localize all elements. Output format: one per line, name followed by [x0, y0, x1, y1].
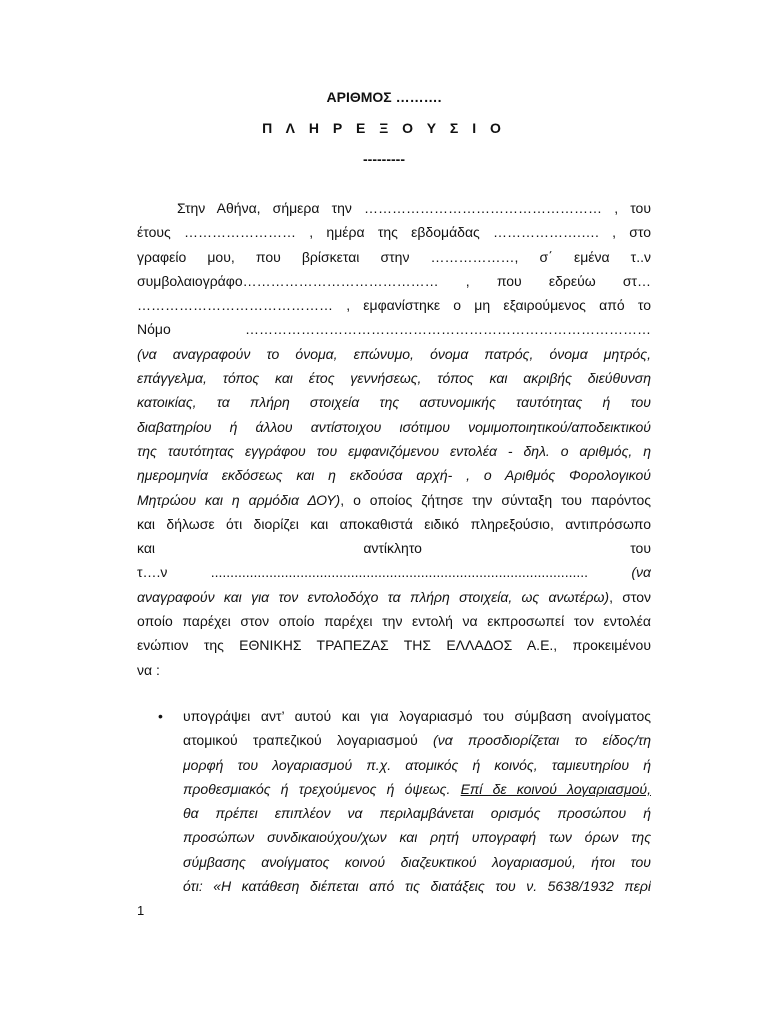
underlined-phrase: Επί δε κοινού λογαριασμού, — [460, 780, 651, 797]
dotted-blank: ................................................................................................. — [210, 564, 589, 581]
body-line-mixed — [137, 585, 651, 609]
body-line-spread — [137, 536, 651, 560]
body-line-mixed — [137, 488, 651, 512]
bullet-icon: • — [158, 708, 163, 724]
mixed-italic: Μητρώου και η αρμόδια ΔΟΥ) — [137, 491, 341, 508]
bullet-italic: (να προσδιορίζεται το είδος/τη — [433, 732, 651, 749]
body-line-italic: της ταυτότητας εγγράφου του εμφανιζόμενου εντολέα - δηλ. ο αριθμός, η — [137, 442, 651, 459]
bullet-item — [183, 704, 651, 898]
body-line: ενώπιον της ΕΘΝΙΚΗΣ ΤΡΑΠΕΖΑΣ ΤΗΣ ΕΛΛΑΔΟΣ Α.Ε., προκειμένου — [137, 637, 651, 654]
document-number-heading: ΑΡΙΘΜΟΣ ………. — [326, 89, 442, 105]
body-line-italic: (να αναγραφούν το όνομα, επώνυμο, όνομα πατρός, όνομα μητρός, — [137, 345, 651, 362]
mixed-italic: αναγραφούν και για τον εντολοδόχο τα πλήρη στοιχεία, ως ανωτέρω) — [137, 588, 610, 605]
body-line: συμβολαιογράφο…………………………………… , που εδρεύω στ… — [137, 272, 651, 289]
word-antikliito: αντίκλητο — [363, 540, 422, 557]
word-tn: τ….ν — [137, 564, 168, 581]
body-line: Νόμο …………………………………………………………………………… — [137, 321, 651, 338]
mixed-rest: , στον — [609, 588, 651, 605]
bullet-line-mixed — [183, 728, 651, 752]
body-line: γραφείο μου, που βρίσκεται στην ………………, σ΄ εμένα τ..ν — [137, 248, 651, 265]
title-rule: --------- — [363, 151, 405, 167]
body-line-italic: επάγγελμα, τόπος και έτος γεννήσεως, τόπος και ακριβής διεύθυνση — [137, 370, 651, 387]
mixed-rest: , ο οποίος ζήτησε την σύνταξη του παρόντος — [340, 491, 651, 508]
body-line-italic: κατοικίας, τα πλήρη στοιχεία της αστυνομικής ταυτότητας ή του — [137, 394, 651, 411]
bullet-line-italic: σύμβασης ανοίγματος κοινού διαζευκτικού λογαριασμού, ήτοι του — [183, 853, 651, 870]
body-line: και δήλωσε ότι διορίζει και αποκαθιστά ειδικό πληρεξούσιο, αντιπρόσωπο — [137, 515, 651, 532]
body-line: …………………………………… , εμφανίστηκε ο μη εξαιρούμενος από το — [137, 297, 651, 314]
document-title: Π Λ Η Ρ Ε Ξ Ο Υ Σ Ι Ο — [262, 120, 506, 136]
word-kai: και — [137, 540, 156, 557]
bullet-line-italic: μορφή του λογαριασμού π.χ. ατομικός ή κοινός, ταμιευτηρίου ή — [183, 756, 651, 773]
page-number: 1 — [137, 903, 145, 918]
body-line-italic: διαβατηρίου ή άλλου αντίστοιχου ισότιμου νομιμοποιητικού/αποδεικτικού — [137, 418, 651, 435]
bullet-line: υπογράψει αντ’ αυτού και για λογαριασμό του σύμβαση ανοίγματος — [183, 708, 651, 724]
word-na: (να — [631, 564, 651, 581]
body-line: οποίο παρέχει στον οποίο παρέχει την εντολή να εκπροσωπεί τον εντολέα — [137, 613, 651, 630]
bullet-line-italic: θα πρέπει επιπλέον να περιλαμβάνεται ορισμός προσώπου ή — [183, 805, 651, 822]
bullet-line-italic: ότι: «Η κατάθεση διέπεται από τις διατάξεις του ν. 5638/1932 περί — [183, 878, 651, 895]
word-tou: του — [630, 540, 651, 557]
bullet-plain: ατομικού τραπεζικού λογαριασμού — [183, 732, 418, 749]
body-line: έτους …………………… , ημέρα της εβδομάδας ……………….…. , στο — [137, 224, 651, 241]
bullet-italic: προθεσμιακός ή τρεχούμενος ή όψεως. — [183, 780, 451, 797]
body-line: Στην Αθήνα, σήμερα την …………………………………………… , του — [177, 200, 651, 216]
document-body — [137, 196, 651, 682]
body-line: να : — [137, 661, 160, 678]
bullet-line-italic: προσώπων συνδικαιούχου/χων και ρητή υπογραφή των όρων της — [183, 829, 651, 846]
body-line-spread — [137, 560, 651, 584]
body-line-italic: ημερομηνία εκδόσεως και η εκδούσα αρχή- , ο Αριθμός Φορολογικού — [137, 467, 651, 484]
bullet-line-mixed — [183, 777, 651, 801]
